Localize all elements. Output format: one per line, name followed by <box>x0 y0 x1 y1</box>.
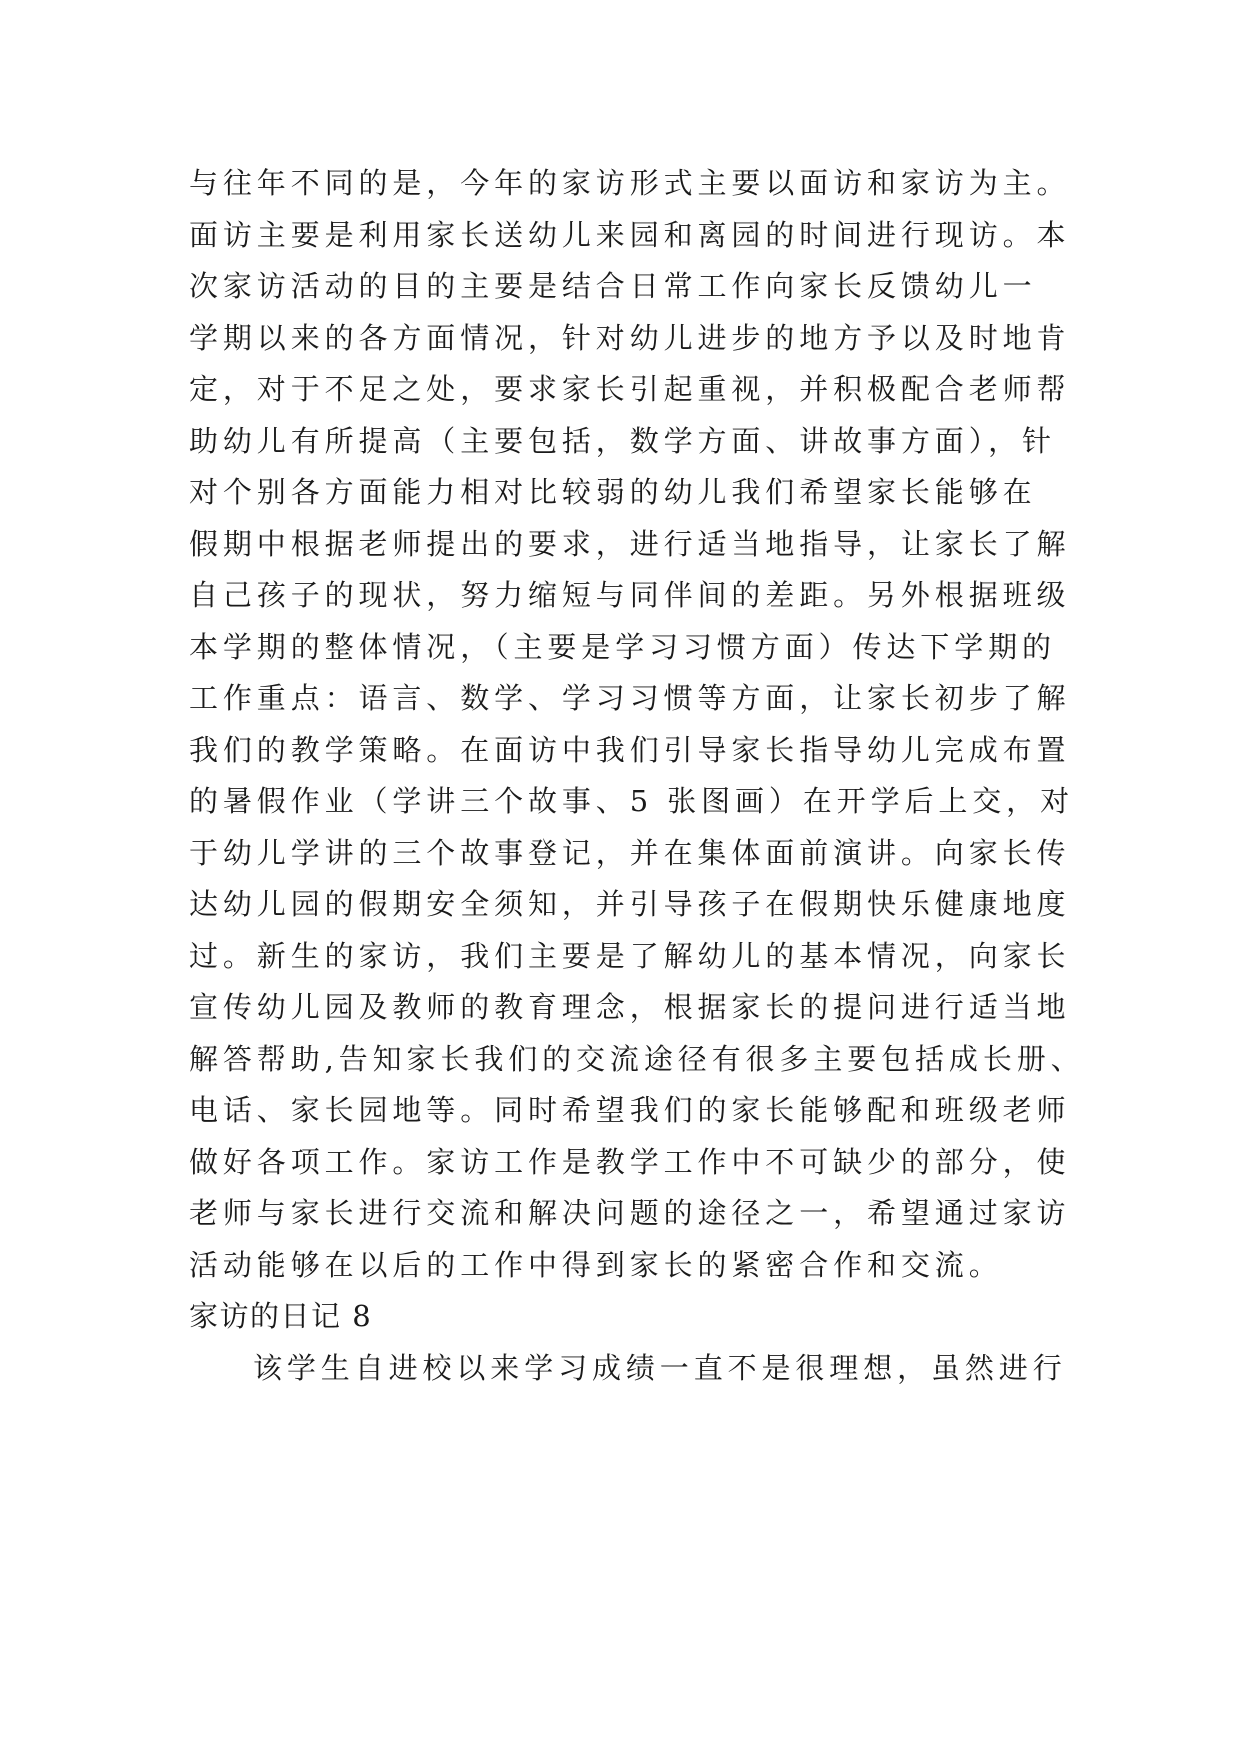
paragraph-line: 对个别各方面能力相对比较弱的幼儿我们希望家长能够在 <box>189 475 1037 509</box>
paragraph-line: 解答帮助,告知家长我们的交流途径有很多主要包括成长册、 <box>189 1041 1085 1076</box>
paragraph-line: 工作重点：语言、数学、学习习惯等方面，让家长初步了解 <box>189 681 1071 715</box>
paragraph-line: 的暑假作业（学讲三个故事、5 张图画）在开学后上交，对 <box>189 784 1074 818</box>
paragraph-line: 假期中根据老师提出的要求，进行适当地指导，让家长了解 <box>189 526 1071 561</box>
section-heading: 家访的日记 8 <box>189 1299 373 1333</box>
paragraph-line: 电话、家长园地等。同时希望我们的家长能够配和班级老师 <box>189 1093 1071 1127</box>
paragraph-line: 自己孩子的现状，努力缩短与同伴间的差距。另外根据班级 <box>189 578 1071 612</box>
paragraph-line: 次家访活动的目的主要是结合日常工作向家长反馈幼儿一 <box>189 269 1037 303</box>
paragraph-line: 做好各项工作。家访工作是教学工作中不可缺少的部分，使 <box>189 1144 1071 1179</box>
paragraph-line: 定，对于不足之处，要求家长引起重视，并积极配合老师帮 <box>189 372 1071 406</box>
paragraph-line: 学期以来的各方面情况，针对幼儿进步的地方予以及时地肯 <box>189 320 1071 355</box>
paragraph-line: 于幼儿学讲的三个故事登记，并在集体面前演讲。向家长传 <box>189 835 1071 870</box>
document-body <box>189 158 1085 1394</box>
paragraph-line: 该学生自进校以来学习成绩一直不是很理想，虽然进行 <box>253 1350 1067 1385</box>
paragraph-line: 达幼儿园的假期安全须知，并引导孩子在假期快乐健康地度 <box>189 887 1071 921</box>
paragraph-line: 面访主要是利用家长送幼儿来园和离园的时间进行现访。本 <box>189 217 1071 252</box>
paragraph-line: 过。新生的家访，我们主要是了解幼儿的基本情况，向家长 <box>189 938 1071 973</box>
paragraph-line: 与往年不同的是，今年的家访形式主要以面访和家访为主。 <box>189 166 1071 200</box>
paragraph-line: 我们的教学策略。在面访中我们引导家长指导幼儿完成布置 <box>189 732 1071 767</box>
paragraph-line: 本学期的整体情况，（主要是学习习惯方面）传达下学期的 <box>189 629 1056 664</box>
paragraph-line: 活动能够在以后的工作中得到家长的紧密合作和交流。 <box>189 1247 1003 1282</box>
paragraph-line: 宣传幼儿园及教师的教育理念，根据家长的提问进行适当地 <box>189 990 1071 1024</box>
paragraph-line: 助幼儿有所提高（主要包括，数学方面、讲故事方面），针 <box>189 423 1056 458</box>
paragraph-line: 老师与家长进行交流和解决问题的途径之一，希望通过家访 <box>189 1196 1071 1230</box>
